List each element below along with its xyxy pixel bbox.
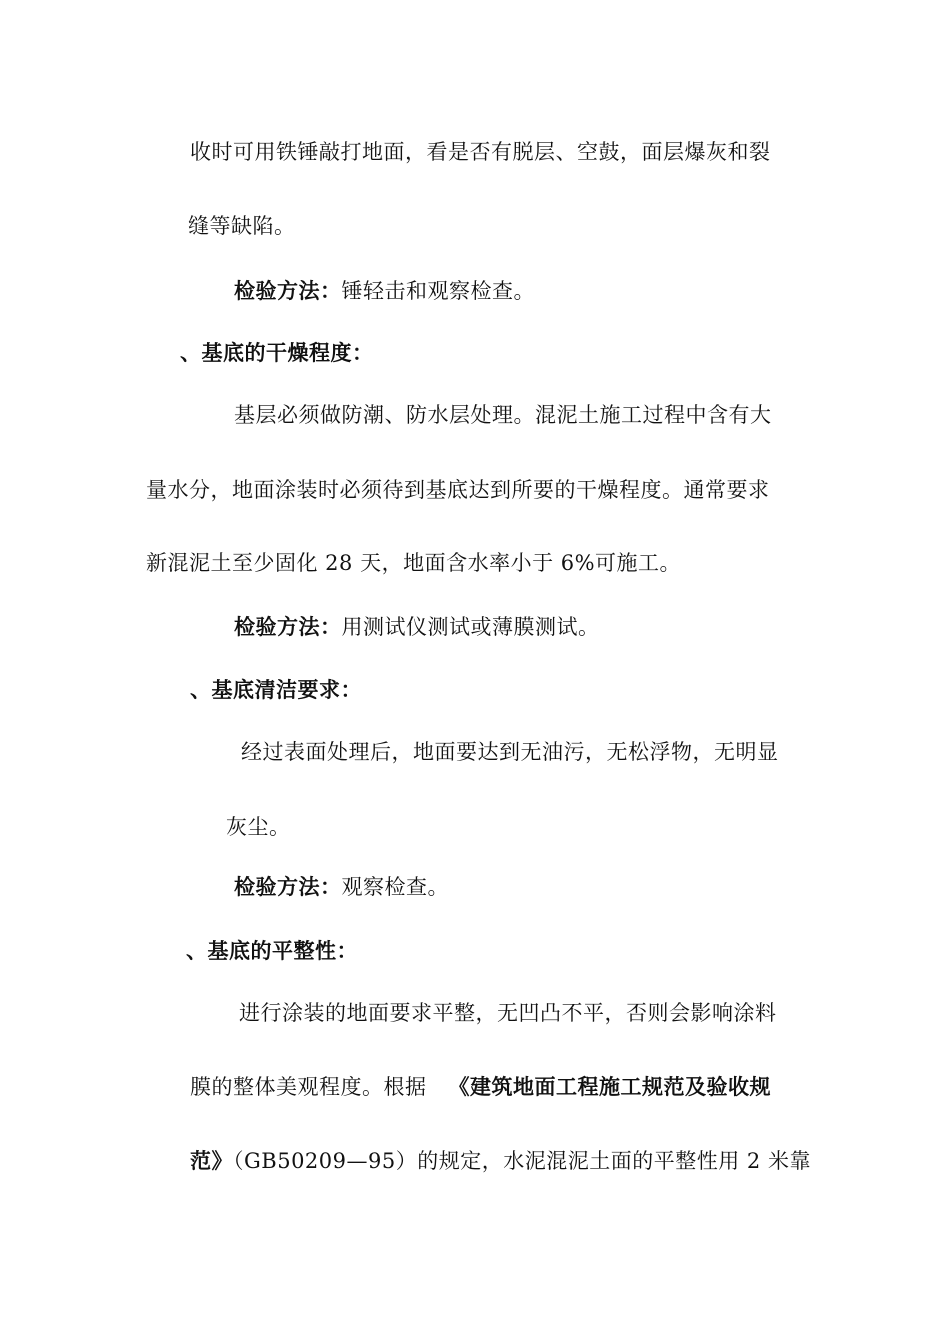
method-label: 检验方法： [234,874,342,899]
paragraph-line: 收时可用铁锤敲打地面，看是否有脱层、空鼓，面层爆灰和裂 [190,140,771,164]
method-text: 锤轻击和观察检查。 [341,279,535,303]
section-heading: 、基底清洁要求： [190,677,362,702]
method-line [234,872,449,902]
paragraph-line [190,1146,811,1176]
paragraph-line: 进行涂装的地面要求平整，无凹凸不平，否则会影响涂料 [239,1001,777,1025]
method-line [234,612,600,642]
paragraph-line: 基层必须做防潮、防水层处理。混泥土施工过程中含有大 [234,403,772,427]
paragraph-line: 缝等缺陷。 [188,214,296,238]
paragraph-line: 量水分，地面涂装时必须待到基底达到所要的干燥程度。通常要求 [146,478,770,502]
section-heading: 、基底的干燥程度： [180,340,374,365]
method-line [234,276,535,306]
method-label: 检验方法： [234,278,342,303]
paragraph-text: 膜的整体美观程度。根据 [190,1075,427,1099]
method-label: 检验方法： [234,614,342,639]
paragraph-line: 灰尘。 [226,815,291,839]
method-text: 用测试仪测试或薄膜测试。 [341,615,600,639]
paragraph-line: 新混泥土至少固化 28 天，地面含水率小于 6%可施工。 [146,551,682,575]
paragraph-line: 经过表面处理后，地面要达到无油污，无松浮物，无明显 [241,740,779,764]
cited-standard-title: 《建筑地面工程施工规范及验收规 [448,1074,771,1099]
cited-standard-title-end: 范》 [190,1148,233,1173]
paragraph-text: （GB50209—95）的规定，水泥混泥土面的平整性用 2 米靠 [233,1149,811,1173]
method-text: 观察检查。 [341,875,449,899]
section-heading: 、基底的平整性： [186,938,358,963]
paragraph-line [190,1072,771,1102]
